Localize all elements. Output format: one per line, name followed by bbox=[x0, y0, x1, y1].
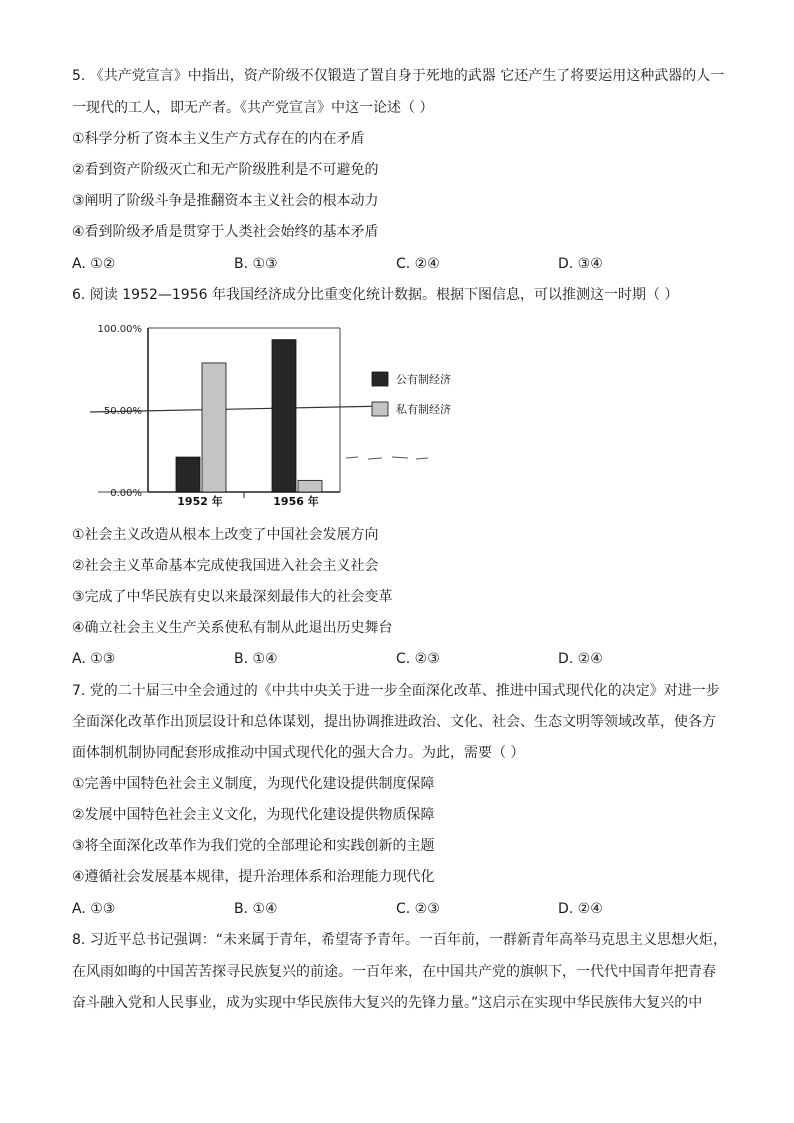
q7-stem-line-2: 全面深化改革作出顶层设计和总体谋划，提出协调推进政治、文化、社会、生态文明等领域改革，使各方 bbox=[72, 714, 716, 730]
q6-statement-3: ③完成了中华民族有史以来最深刻最伟大的社会变革 bbox=[72, 589, 393, 605]
q6-bar-chart bbox=[90, 318, 490, 508]
legend-label-public: 公有制经济 bbox=[396, 373, 451, 386]
bar-private-0 bbox=[202, 363, 226, 492]
legend-label-private: 私有制经济 bbox=[396, 403, 451, 416]
q6-statement-2: ②社会主义革命基本完成使我国进入社会主义社会 bbox=[72, 558, 379, 574]
q5-statement-1: ①科学分析了资本主义生产方式存在的内在矛盾 bbox=[72, 131, 365, 147]
q5-option-d[interactable]: D. ③④ bbox=[558, 256, 603, 272]
q5-stem-line-2: 一现代的工人，即无产者。《共产党宣言》中这一论述（ ） bbox=[72, 100, 434, 116]
q5-options bbox=[72, 254, 732, 274]
chart-x-tick-labels bbox=[177, 492, 318, 508]
q6-option-a[interactable]: A. ①③ bbox=[72, 651, 116, 667]
y-tick-label: 100.00% bbox=[97, 324, 142, 335]
y-tick-label: 0.00% bbox=[110, 488, 142, 499]
q7-option-d[interactable]: D. ②④ bbox=[558, 901, 603, 917]
q8-stem-line-1: 8. 习近平总书记强调：“未来属于青年，希望寄予青年。一百年前，一群新青年高举马克思主义思想火炬， bbox=[72, 932, 728, 948]
chart-scan-noise bbox=[346, 457, 428, 459]
q7-statement-3: ③将全面深化改革作为我们党的全部理论和实践创新的主题 bbox=[72, 838, 435, 854]
q5-option-a[interactable]: A. ①② bbox=[72, 256, 116, 272]
q7-statement-2: ②发展中国特色社会主义文化，为现代化建设提供物质保障 bbox=[72, 807, 435, 823]
chart-y-tick-labels bbox=[98, 324, 143, 499]
bar-public-1 bbox=[272, 340, 296, 492]
q8-stem-line-2: 在风雨如晦的中国苦苦探寻民族复兴的前途。一百年来，在中国共产党的旗帜下，一代代中国青年把青春 bbox=[72, 964, 716, 980]
q6-option-d[interactable]: D. ②④ bbox=[558, 651, 603, 667]
legend-swatch-private bbox=[372, 402, 388, 416]
y-tick-label: 50.00% bbox=[103, 406, 142, 417]
q7-stem-line-1: 7. 党的二十届三中全会通过的《中共中央关于进一步全面深化改革、推进中国式现代化的决定》对进一步 bbox=[72, 683, 720, 699]
q6-option-c[interactable]: C. ②③ bbox=[396, 651, 440, 667]
q7-option-a[interactable]: A. ①③ bbox=[72, 901, 116, 917]
q5-statement-3: ③阐明了阶级斗争是推翻资本主义社会的根本动力 bbox=[72, 193, 379, 209]
q6-statement-4: ④确立社会主义生产关系使私有制从此退出历史舞台 bbox=[72, 620, 393, 636]
q8-stem-line-3: 奋斗融入党和人民事业，成为实现中华民族伟大复兴的先锋力量。”这启示在实现中华民族伟大复兴的中 bbox=[72, 995, 703, 1011]
q7-statement-1: ①完善中国特色社会主义制度，为现代化建设提供制度保障 bbox=[72, 776, 435, 792]
q6-options bbox=[72, 649, 732, 669]
q5-statement-2: ②看到资产阶级灭亡和无产阶级胜利是不可避免的 bbox=[72, 162, 379, 178]
q6-stem-line-1: 6. 阅读 1952—1956 年我国经济成分比重变化统计数据。根据下图信息，可以推测这一时期（ ） bbox=[72, 287, 679, 303]
q7-options bbox=[72, 899, 732, 919]
q7-statement-4: ④遵循社会发展基本规律，提升治理体系和治理能力现代化 bbox=[72, 869, 435, 885]
q6-option-b[interactable]: B. ①④ bbox=[234, 651, 278, 667]
q6-statement-1: ①社会主义改造从根本上改变了中国社会发展方向 bbox=[72, 527, 379, 543]
bar-public-0 bbox=[176, 457, 200, 492]
q5-statement-4: ④看到阶级矛盾是贯穿于人类社会始终的基本矛盾 bbox=[72, 224, 379, 240]
q7-option-c[interactable]: C. ②③ bbox=[396, 901, 440, 917]
chart-legend bbox=[372, 372, 451, 416]
legend-swatch-public bbox=[372, 372, 388, 386]
x-tick-label: 1952 年 bbox=[177, 495, 223, 508]
q5-option-b[interactable]: B. ①③ bbox=[234, 256, 278, 272]
q7-stem-line-3: 面体制机制协同配套形成推动中国式现代化的强大合力。为此，需要（ ） bbox=[72, 745, 525, 761]
chart-bars bbox=[176, 340, 322, 492]
bar-private-1 bbox=[298, 480, 322, 492]
x-tick-label: 1956 年 bbox=[273, 495, 319, 508]
q7-option-b[interactable]: B. ①④ bbox=[234, 901, 278, 917]
q5-stem-line-1: 5. 《共产党宣言》中指出，资产阶级不仅锻造了置自身于死地的武器 它还产生了将要运用这种武器的人一 bbox=[72, 68, 725, 84]
q5-option-c[interactable]: C. ②④ bbox=[396, 256, 440, 272]
